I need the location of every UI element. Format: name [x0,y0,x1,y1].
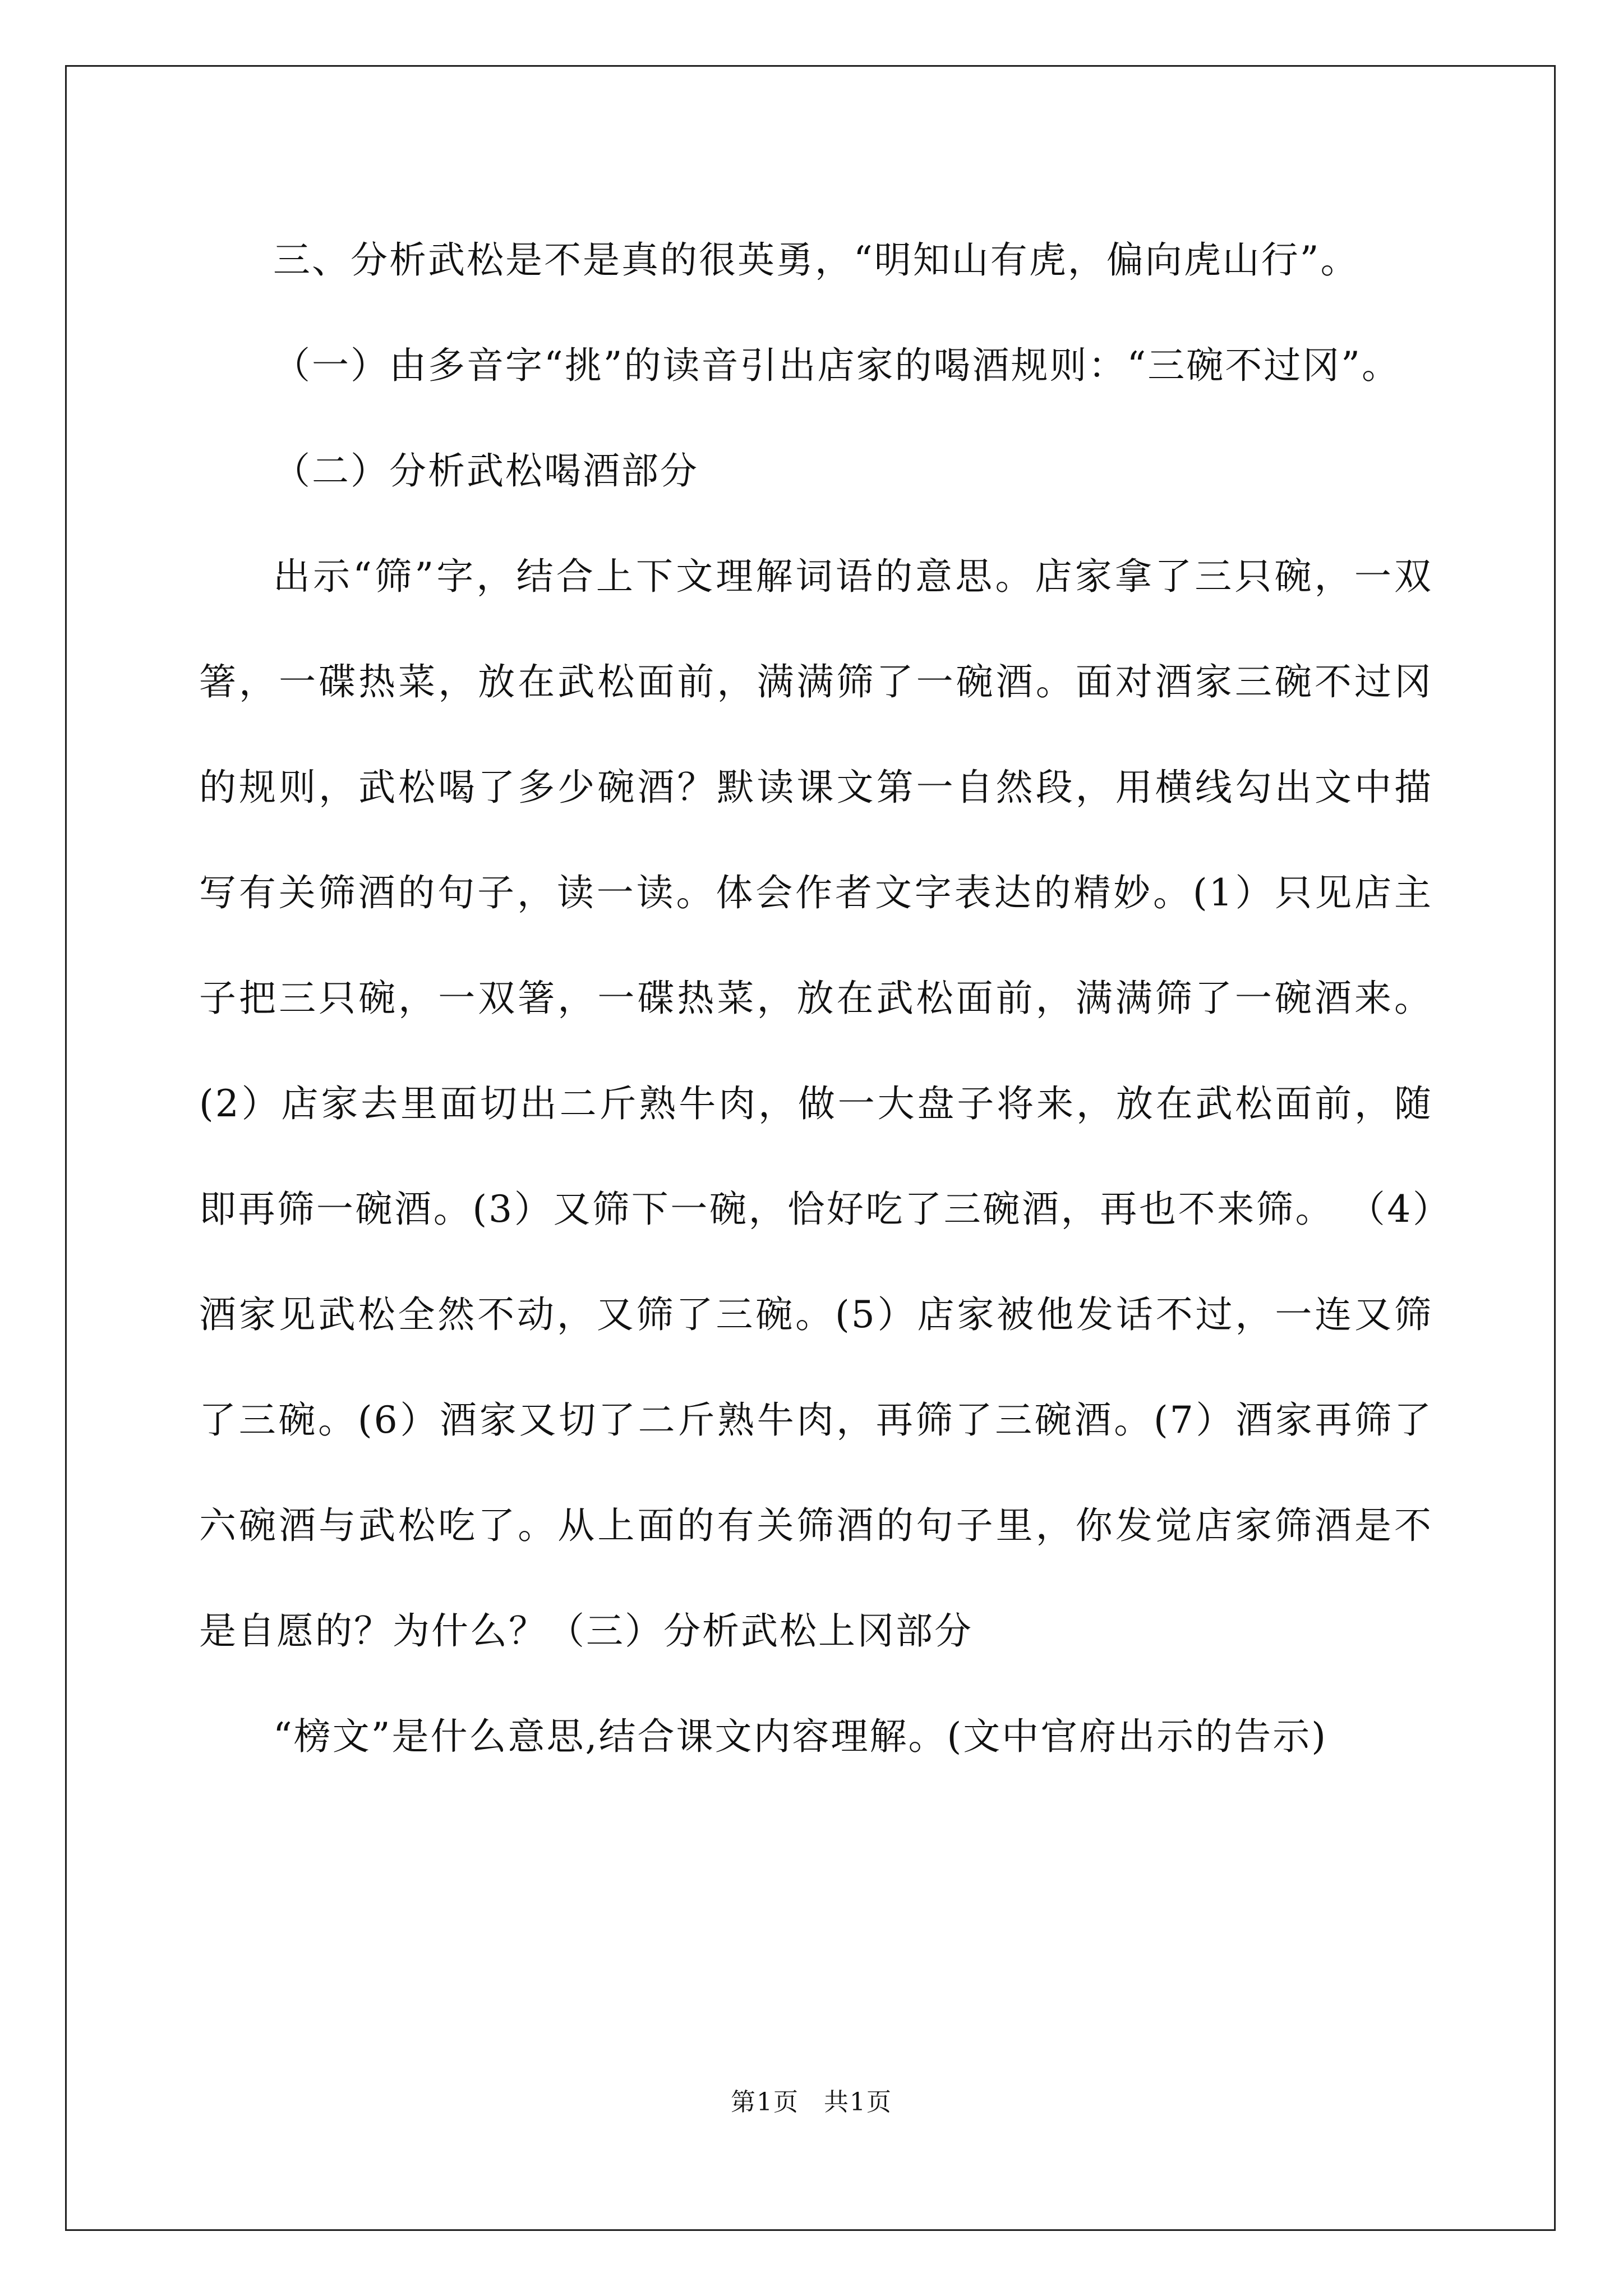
paragraph-subheading-two: （二）分析武松喝酒部分 [273,449,699,493]
page-number: 第1页 [731,2088,799,2116]
paragraph-heading-three: 三、分析武松是不是真的很英勇，“明知山有虎，偏向虎山行”。 [273,238,1359,282]
page-total: 共1页 [824,2088,892,2116]
paragraph-body-main: 出示“筛”字，结合上下文理解词语的意思。店家拿了三只碗，一双箸，一碟热菜，放在武松面前，满满筛了一碗酒。面对酒家三碗不过冈的规则，武松喝了多少碗酒？默读课文第一自然段，用横线勾出文中描写有关筛酒的句子，读一读。体会作者文字表达的精妙。(1）只见店主子把三只碗，一双箸，一碟热菜，放在武松面前，满满筛了一碗酒来。(2）店家去里面切出二斤熟牛肉，做一大盘子将来，放在武松面前，随即再筛一碗酒。(3）又筛下一碗，恰好吃了三碗酒，再也不来筛。 （4）酒家见武松全然不动，又筛了三碗。(5）店家被他发话不过，一连又筛了三碗。(6）酒家又切了二斤熟牛肉，再筛了三碗酒。(7）酒家再筛了六碗酒与武松吃了。从上面的有关筛酒的句子里，你发觉店家筛酒是不是自愿的？为什么？（三）分析武松上冈部分 [199,555,1433,1653]
paragraph-body-bangwen: “榜文”是什么意思,结合课文内容理解。(文中官府出示的告示) [273,1715,1327,1758]
page-footer [0,2086,1623,2119]
paragraph-subheading-one: （一）由多音字“挑”的读音引出店家的喝酒规则：“三碗不过冈”。 [273,344,1400,387]
document-body [199,208,1433,1789]
